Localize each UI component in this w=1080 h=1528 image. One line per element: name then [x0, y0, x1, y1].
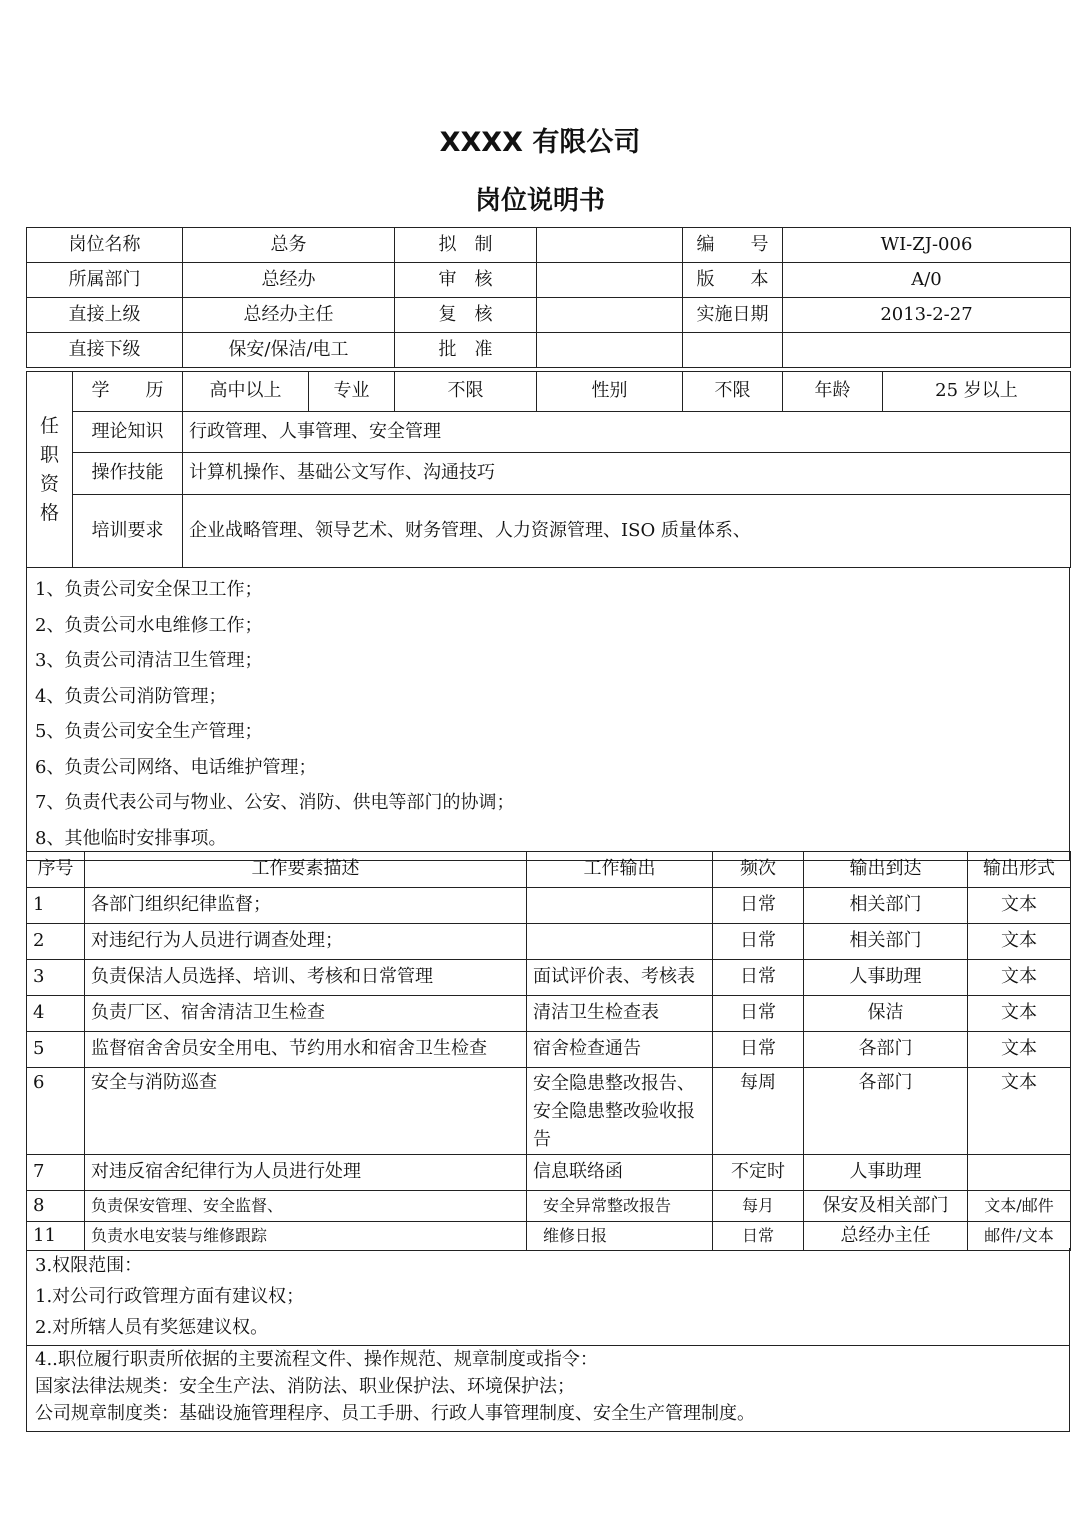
empty-cell: [683, 333, 783, 368]
tasks-header-output: 工作输出: [527, 852, 713, 888]
tasks-table: [26, 851, 1071, 1251]
task-destination: 总经办主任: [804, 1222, 968, 1251]
superior: 总经办主任: [183, 298, 395, 333]
label-gender: 性别: [537, 372, 683, 412]
task-no: 11: [27, 1222, 85, 1251]
task-desc: 负责保安管理、安全监督、: [85, 1191, 527, 1222]
label-effective-date: 实施日期: [683, 298, 783, 333]
duty-item: 7、负责代表公司与物业、公安、消防、供电等部门的协调；: [35, 792, 515, 813]
company-title: XXXX 有限公司: [439, 127, 641, 158]
education: 高中以上: [183, 372, 309, 412]
task-output: 面试评价表、考核表: [527, 960, 713, 996]
task-output: 清洁卫生检查表: [527, 996, 713, 1032]
task-output: 安全隐患整改报告、安全隐患整改验收报告: [527, 1068, 713, 1155]
task-frequency: 日常: [713, 996, 804, 1032]
basis-item: 国家法律法规类：安全生产法、消防法、职业保护法、环境保护法；: [35, 1376, 575, 1397]
task-output: [527, 924, 713, 960]
task-destination: 保洁: [804, 996, 968, 1032]
basis-item: 公司规章制度类：基础设施管理程序、员工手册、行政人事管理制度、安全生产管理制度。: [35, 1403, 755, 1424]
task-frequency: 每周: [713, 1068, 804, 1155]
task-destination: 各部门: [804, 1032, 968, 1068]
task-form: 文本: [968, 1032, 1071, 1068]
duty-item: 8、其他临时安排事项。: [35, 827, 227, 849]
basis-table: [26, 1344, 1070, 1432]
task-no: 2: [27, 924, 85, 960]
label-department: 所属部门: [27, 263, 183, 298]
table-row: [27, 996, 1071, 1032]
label-doc-code: 编 号: [683, 228, 783, 263]
label-theory-knowledge: 理论知识: [73, 412, 183, 453]
task-no: 5: [27, 1032, 85, 1068]
task-desc: 对违纪行为人员进行调查处理；: [85, 924, 527, 960]
task-frequency: 每月: [713, 1191, 804, 1222]
tasks-header-frequency: 频次: [713, 852, 804, 888]
gender: 不限: [683, 372, 783, 412]
position-name: 总务: [183, 228, 395, 263]
label-major: 专业: [309, 372, 395, 412]
task-output: 维修日报: [527, 1222, 713, 1251]
task-desc: 负责水电安装与维修跟踪: [85, 1222, 527, 1251]
operation-skills: 计算机操作、基础公文写作、沟通技巧: [183, 453, 1071, 495]
task-frequency: 日常: [713, 924, 804, 960]
label-age: 年龄: [783, 372, 883, 412]
task-frequency: 日常: [713, 888, 804, 924]
task-no: 7: [27, 1155, 85, 1191]
department: 总经办: [183, 263, 395, 298]
duty-item: 1、负责公司安全保卫工作；: [35, 579, 263, 600]
table-row: [27, 888, 1071, 924]
duty-item: 4、负责公司消防管理；: [35, 685, 227, 707]
table-row: [27, 1068, 1071, 1155]
document-title: 岗位说明书: [474, 186, 605, 216]
table-row: [27, 1222, 1071, 1251]
empty-cell: [783, 333, 1071, 368]
task-form: 文本: [968, 924, 1071, 960]
task-no: 1: [27, 888, 85, 924]
task-form: 文本: [968, 960, 1071, 996]
subordinate: 保安/保洁/电工: [183, 333, 395, 368]
effective-date: 2013-2-27: [783, 298, 1071, 333]
task-form: 邮件/文本: [968, 1222, 1071, 1251]
task-form: [968, 1155, 1071, 1191]
task-form: 文本: [968, 1068, 1071, 1155]
label-reviewer: 审 核: [395, 263, 537, 298]
label-operation-skills: 操作技能: [73, 453, 183, 495]
task-no: 6: [27, 1068, 85, 1155]
task-no: 4: [27, 996, 85, 1032]
task-desc: 各部门组织纪律监督；: [85, 888, 527, 924]
duties-cell: [27, 568, 1070, 861]
task-frequency: 日常: [713, 1222, 804, 1251]
doc-code: WI-ZJ-006: [783, 228, 1071, 263]
basis-cell: [27, 1344, 1070, 1432]
table-row: [27, 1191, 1071, 1222]
task-frequency: 日常: [713, 1032, 804, 1068]
tasks-header-destination: 输出到达: [804, 852, 968, 888]
duty-item: 3、负责公司清洁卫生管理；: [35, 650, 263, 671]
task-destination: 保安及相关部门: [804, 1191, 968, 1222]
approver-value: [537, 333, 683, 368]
duty-item: 6、负责公司网络、电话维护管理；: [35, 756, 317, 778]
duties-table: [26, 568, 1070, 861]
version: A/0: [783, 263, 1071, 298]
task-form: 文本: [968, 888, 1071, 924]
task-output: 信息联络函: [527, 1155, 713, 1191]
label-approver: 批 准: [395, 333, 537, 368]
theory-knowledge: 行政管理、人事管理、安全管理: [183, 412, 1071, 453]
authority-table: [26, 1248, 1070, 1346]
major: 不限: [395, 372, 537, 412]
authority-item: 1.对公司行政管理方面有建议权；: [35, 1286, 305, 1307]
authority-title: 3.权限范围：: [35, 1255, 143, 1276]
recheck-value: [537, 298, 683, 333]
table-row: [27, 960, 1071, 996]
task-desc: 安全与消防巡查: [85, 1068, 527, 1155]
task-destination: 相关部门: [804, 888, 968, 924]
task-desc: 监督宿舍舍员安全用电、节约用水和宿舍卫生检查: [85, 1032, 527, 1068]
qualifications-section-text: 任职资格: [39, 414, 59, 524]
task-destination: 人事助理: [804, 960, 968, 996]
task-destination: 人事助理: [804, 1155, 968, 1191]
label-drafter: 拟 制: [395, 228, 537, 263]
label-training: 培训要求: [73, 495, 183, 568]
task-output: 宿舍检查通告: [527, 1032, 713, 1068]
label-position-name: 岗位名称: [27, 228, 183, 263]
qualifications-section-label: [27, 372, 73, 568]
duty-item: 5、负责公司安全生产管理；: [35, 721, 263, 742]
table-row: [27, 924, 1071, 960]
header-table: [26, 227, 1071, 368]
label-education: 学 历: [73, 372, 183, 412]
task-form: 文本: [968, 996, 1071, 1032]
table-row: [27, 1032, 1071, 1068]
task-output: [527, 888, 713, 924]
basis-title: 4..职位履行职责所依据的主要流程文件、操作规范、规章制度或指令：: [35, 1349, 598, 1370]
task-desc: 对违反宿舍纪律行为人员进行处理: [85, 1155, 527, 1191]
tasks-header-form: 输出形式: [968, 852, 1071, 888]
task-destination: 各部门: [804, 1068, 968, 1155]
age: 25 岁以上: [883, 372, 1071, 412]
task-frequency: 不定时: [713, 1155, 804, 1191]
training-requirements: 企业战略管理、领导艺术、财务管理、人力资源管理、ISO 质量体系、: [183, 495, 1071, 568]
task-form: 文本/邮件: [968, 1191, 1071, 1222]
task-no: 3: [27, 960, 85, 996]
duty-item: 2、负责公司水电维修工作；: [35, 614, 263, 636]
task-output: 安全异常整改报告: [527, 1191, 713, 1222]
task-destination: 相关部门: [804, 924, 968, 960]
task-desc: 负责厂区、宿舍清洁卫生检查: [85, 996, 527, 1032]
drafter-value: [537, 228, 683, 263]
authority-item: 2.对所辖人员有奖惩建议权。: [35, 1317, 269, 1338]
label-version: 版 本: [683, 263, 783, 298]
authority-cell: [27, 1248, 1070, 1346]
reviewer-value: [537, 263, 683, 298]
label-recheck: 复 核: [395, 298, 537, 333]
tasks-header-no: 序号: [27, 852, 85, 888]
task-no: 8: [27, 1191, 85, 1222]
task-desc: 负责保洁人员选择、培训、考核和日常管理: [85, 960, 527, 996]
label-superior: 直接上级: [27, 298, 183, 333]
task-frequency: 日常: [713, 960, 804, 996]
tasks-header-desc: 工作要素描述: [85, 852, 527, 888]
qualifications-table: [26, 371, 1071, 568]
label-subordinate: 直接下级: [27, 333, 183, 368]
table-row: [27, 1155, 1071, 1191]
